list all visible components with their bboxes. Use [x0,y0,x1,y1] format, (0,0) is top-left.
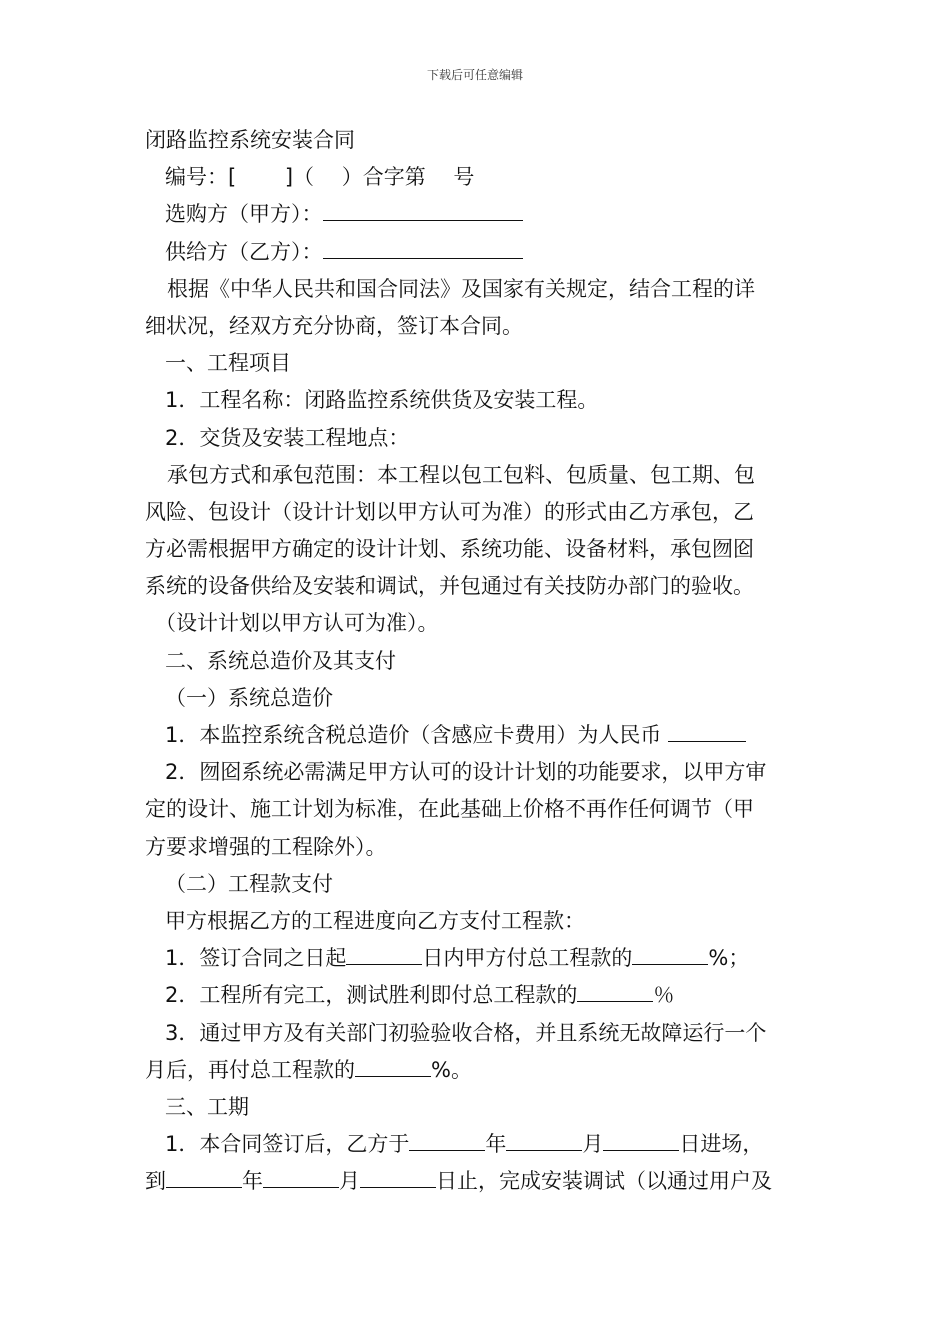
section-1-item-1: 1．工程名称：闭路监控系统供货及安装工程。 [165,388,599,413]
scope-line-3: 方必需根据甲方确定的设计计划、系统功能、设备材料，承包囫囵 [145,537,754,562]
period-1-a: 1．本合同签订后，乙方于 [165,1132,410,1157]
period-2-a: 到 [145,1169,166,1194]
payment-item-1 [145,940,807,977]
contract-number: 编号：[ ]（ ）合字第 号 [165,165,475,190]
payment-item-2 [145,977,807,1014]
period-1-day-blank [603,1128,679,1151]
period-1-year-blank [409,1128,485,1151]
price-blank [668,719,746,742]
period-1-month: 月 [582,1132,604,1157]
payment-1-a: 1．签订合同之日起 [165,946,347,971]
section-2-item-2-line-1: 2．囫囵系统必需满足甲方认可的设计计划的功能要求，以甲方审 [165,760,767,785]
payment-item-3-line-2 [145,1052,807,1089]
section-2-sub-2: （二）工程款支付 [165,871,333,896]
scope-line-5: （设计计划以甲方认可为准）。 [155,611,439,636]
section-1-heading: 一、工程项目 [165,351,291,376]
payment-item-3-line-1: 3．通过甲方及有关部门初验验收合格，并且系统无故障运行一个 [165,1020,767,1045]
section-2-item-2-line-3: 方要求增强的工程除外）。 [145,834,387,859]
payment-3-percent-blank [355,1054,431,1077]
scope-line-1: 承包方式和承包范围：本工程以包工包料、包质量、包工期、包 [167,462,755,487]
period-2-day: 日止，完成安装调试（以通过用户及 [436,1169,772,1194]
price-label: 1．本监控系统含税总造价（含感应卡费用）为人民币 [165,723,662,747]
section-1-item-2: 2．交货及安装工程地点： [165,425,410,450]
period-1-month-blank [506,1128,582,1151]
period-2-month: 月 [339,1169,360,1194]
preamble-line-2: 细状况，经双方充分协商，签订本合同。 [145,313,523,338]
party-a-line [145,196,807,233]
payment-2-c: ％ [653,983,675,1008]
period-line-1 [145,1126,807,1163]
period-1-year: 年 [485,1132,507,1157]
section-2-heading: 二、系统总造价及其支付 [165,648,396,673]
party-b-line [145,234,807,271]
period-line-2 [145,1163,807,1200]
period-2-year: 年 [242,1169,263,1194]
payment-3-b: 月后，再付总工程款的 [145,1057,355,1082]
period-2-day-blank [360,1165,436,1188]
section-2-sub-1: （一）系统总造价 [165,685,333,710]
contract-body [145,122,807,1200]
scope-line-2: 风险、包设计（设计计划以甲方认可为准）的形式由乙方承包，乙 [145,499,754,524]
payment-2-a: 2．工程所有完工，测试胜利即付总工程款的 [165,983,578,1008]
contract-title: 闭路监控系统安装合同 [145,128,355,152]
period-2-month-blank [263,1165,339,1188]
section-2-item-1 [145,717,807,754]
party-a-label: 选购方（甲方）： [165,202,323,227]
period-2-year-blank [166,1165,242,1188]
payment-intro: 甲方根据乙方的工程进度向乙方支付工程款： [165,908,585,933]
payment-1-days-blank [346,942,422,965]
page-header: 下载后可任意编辑 [426,68,523,82]
party-b-label: 供给方（乙方）： [165,239,323,264]
section-2-item-2-line-2: 定的设计、施工计划为标准，在此基础上价格不再作任何调节（甲 [145,797,754,822]
payment-1-percent-blank [632,942,708,965]
payment-2-percent-blank [577,979,653,1002]
period-1-day: 日进场， [679,1132,764,1157]
payment-3-c: %。 [431,1057,472,1082]
preamble-line-1: 根据《中华人民共和国合同法》及国家有关规定，结合工程的详 [167,276,755,301]
scope-line-4: 系统的设备供给及安装和调试，并包通过有关技防办部门的验收。 [145,574,754,599]
party-b-blank [323,236,523,259]
payment-1-c: %； [708,946,750,971]
party-a-blank [323,198,523,221]
payment-1-b: 日内甲方付总工程款的 [422,946,633,971]
section-3-heading: 三、工期 [165,1094,249,1119]
